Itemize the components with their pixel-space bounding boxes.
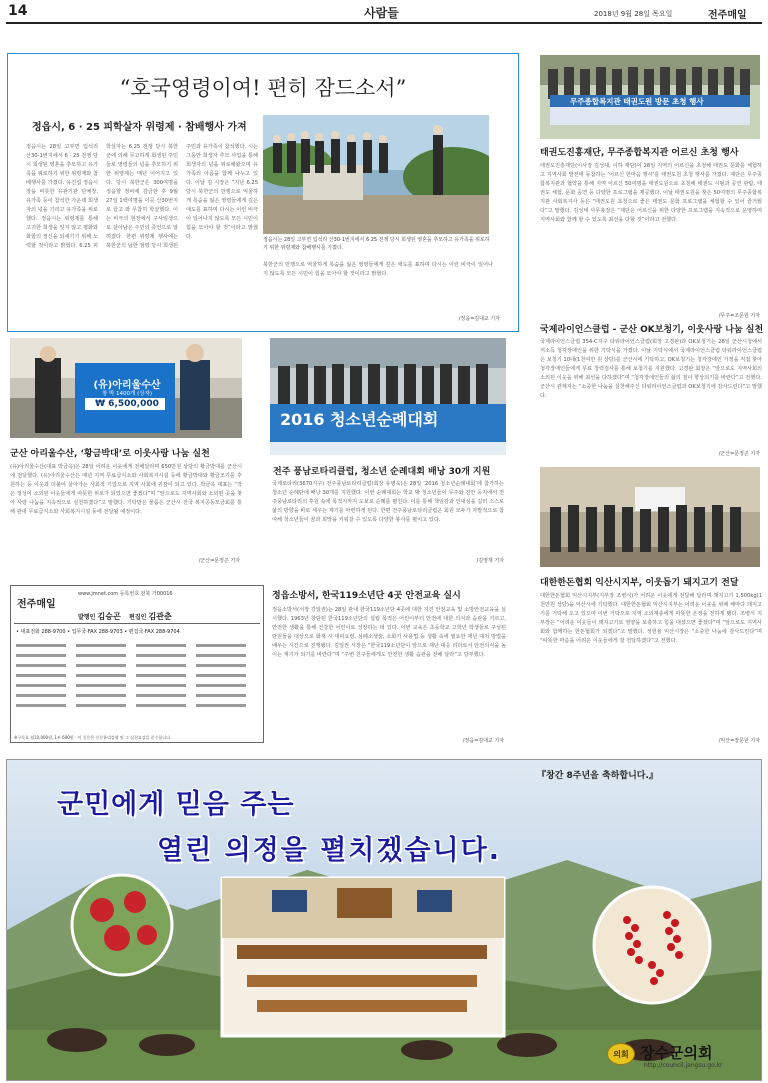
story5-photo	[270, 338, 506, 455]
paper-name: 전주매일	[708, 10, 747, 21]
story4-sign-brand: (유)아리울수산	[93, 380, 161, 391]
story2-banner: 무주종합복지관 태권도원 방문 초청 행사	[570, 97, 704, 106]
council-advertisement	[6, 759, 762, 1081]
story1-reporter: /정읍=김대교 기자	[458, 316, 500, 322]
story1-body: 정읍시는 28일 고부면 입석리 산30-1번지에서 6 · 25 전쟁 당시 희생된 영혼을 추모하고 유가족을 위로하기 위한 위령제와 참배행사를 가졌다. 유진섭 정읍시장을 비롯한 유관기관 단체장, 유가족 등이 참석한 가운데 희생자의 넋을 기리고 유가족을 위로했다. 정읍시는 위령제를 통해 고귀한 희생을 잊지 않고 평화와 화합의 정신을 되새기기 위해 노력할 것이라고 밝혔다. 6.25 피학살자는 6.25 전쟁 당시 북한군에 의해 무고하게 희생된 주민들로 영령들의 넋을 추모하기 위한 위령제는 매년 이어지고 있다. 당시 북한군은 300여명을 정읍향 정비에 감금한 후 9월 27일 1백여명을 이곳 산30번지로 끌고 와 무참히 학살했다. 이는 비극의 현장에서 구사일생으로 살아남은 주민의 증언으로 알려졌다. 한편 위령제 행사에는 북한군의 남한 점령 당시 희생된 주민과 유가족이 참석했다. 시는 그동안 희생자 추모 사업을 통해 희생자의 넋을 위로해왔으며 유가족의 아픔을 함께 나누고 있다. 이날 김 시장은 “지난 6.25 당시 북한군의 만행으로 억울하게 목숨을 잃은 영령들에게 깊은 애도를 표하며 다시는 이런 비극이 일어나지 않도록 모든 시민이 힘을 모아야 할 것”이라고 밝혔다.	[26, 144, 258, 249]
masthead-divider	[14, 623, 260, 624]
masthead-contacts: • 대표전화 288-9700 • 업무국·FAX 288-9703 • 편집국·FAX 288-9704	[16, 629, 180, 635]
story6-body: 정읍소방서(서장 강일권)는 28일 관내 한국119소년단 4곳에 대한 지진 안전교육 및 소방안전교육을 실시했다. 1963년 창단된 한국119소년단의 설립 목적은 어린이부터 안전에 대한 의식과 습관을 기르고, 안전한 생활을 통해 건강한 어린이로 성장하는 데 있다. 이번 교육은 초등학교 고학년 학생들로 구성된 단원들을 대상으로 화재 시 대피요령, 심폐소생술, 소화기 사용법 등 생활 속에 필요한 재난 대처 방법을 배우는 시간으로 진행됐다. 김일권 서장은 “한국119소년단이 앞으로 재난 대응 리더로서 안전의식을 높이는 계기가 되기를 바란다”며 “주변 친구들에게도 안전한 생활 습관을 전해 달라”고 당부했다.	[272, 607, 506, 658]
ad-slogan-line2: 열린 의정을 펼치겠습니다.	[157, 835, 501, 866]
masthead-logo: 전주매일	[17, 599, 56, 610]
story1-subtitle: 정읍시, 6 · 25 피학살자 위령제 · 참배행사 가져	[32, 122, 247, 133]
story7-headline: 대한한돈협회 익산시지부, 이웃돕기 돼지고기 전달	[540, 578, 739, 588]
story7-reporter: /익산=장문원 기자	[718, 738, 760, 744]
story6-reporter: /정읍=김대교 기자	[462, 738, 504, 744]
story4-sign-amount: ₩ 6,500,000	[95, 399, 159, 409]
story5-body: 국제로타리(3670지구) 전주풍남로타리클럽(회장 유병욱)은 28일 ‘2016 청소년순례대회’에 참가하는 청소년 순례단에 배낭 30개를 지원했다. 이번 순례대회는 학교 밖 청소년들이 무주와 진안 등지에서 전주풍남로타리의 후원 속에 목적지까지 도보로 순례를 펼친다. 이를 통해 책임감과 인내심을 길러 스스로 삶의 방향을 바로 세우는 계기를 마련하게 된다. 한편 전주풍남로타리클럽은 회원 모두가 자발적으로 참여해 청소년들이 꿈과 희망을 키워갈 수 있도록 다양한 봉사를 펼치고 있다.	[272, 481, 504, 523]
office-directory	[16, 642, 260, 728]
section-title: 사람들	[364, 6, 399, 20]
story2-reporter: /무주=조문원 기자	[718, 313, 760, 319]
story4-reporter: /군산=문정곤 기자	[198, 558, 240, 564]
story4-body: (유)아리울수산(대표 박금옥)은 28일 어려운 이웃에게 전해달라며 650만원 상당의 황금박대를 군산시에 전달했다. (유)아리울수산은 매년 지역 무료급식소와 사회복지시설 등에 황금박대와 황금조기를 후원하는 등 이웃과 더불어 살아가는 사회적 기업으로 지역 사회에 귀감이 되고 있다. 박금옥 대표는 “작은 정성이 소외된 이웃들에게 따뜻한 위로가 되었으면 좋겠다”며 “앞으로도 지역사회와 소외된 곳을 찾아 사랑 나눔을 지속적으로 실천하겠다”고 말했다. 기탁받은 물품은 군산시 전국 복지공동모금회를 통해 관내 무료급식소와 사회복지시설 등에 전달될 예정이다.	[10, 464, 242, 515]
publisher-label: 발행인	[78, 614, 96, 621]
story1-caption: 정읍시는 28일 고부면 입석리 산30-1번지에서 6·25 전쟁 당시 희생된 영혼을 추모하고 유가족을 위로하기 위한 위령제와 참배행사를 가졌다.	[263, 237, 490, 251]
story7-body: 대한한돈협회 익산시지부(지부장 조병식)가 어려운 이웃에게 전달해 달라며 돼지고기 1,500kg(1천만원 상당)을 익산시에 기탁했다. 대한한돈협회 익산시지부는 어려운 이웃을 위해 해마다 돼지고기를 기탁해 오고 있으며 이번 기탁으로 지역 소외계층에게 따뜻한 온정을 전하게 됐다. 조병식 지부장은 “어려운 이웃들이 돼지고기로 영양을 보충하고 힘을 내셨으면 좋겠다”며 “앞으로도 지역사회와 함께하는 한돈협회가 되겠다”고 말했다. 정헌율 익산시장은 “소중한 나눔에 감사드린다”며 “따뜻한 마음을 어려운 이웃들에게 잘 전달하겠다”고 전했다.	[540, 593, 762, 644]
story3-headline: 국제라이언스클럽 - 군산 OK보청기, 이웃사랑 나눔 실천	[540, 325, 764, 335]
story2-body: 태권도진흥재단(이사장 김성태, 이하 재단)이 28일 지역의 어르신을 초청해 태권도 문화를 체험하고 지역사회 발전에 동참하는 ‘어르신 한마음 행사’를 태권도원 초청 행사를 가졌다. 재단은 무주종합복지관과 협약을 통해 지역 어르신 50여명을 태권도원으로 초청해 태권도 시범과 공연 관람, 태권도 체험, 문화 공연 등 다양한 프로그램을 제공했다. 이날 태권도원을 찾은 50여명의 무주종합복지관 사회복지사 등은 “태권도원 초청으로 좋은 태권도 문화 프로그램을 체험할 수 있어 즐거웠다”고 말했다. 김성태 사무총장은 “재단은 어르신을 위한 다양한 프로그램을 지속적으로 운영하며 지역사회와 함께 할 수 있도록 최선을 다할 것”이라고 전했다.	[540, 163, 762, 223]
story5-reporter: /김영재 기자	[476, 558, 504, 564]
issue-date: 2018년 9월 28일 목요일	[594, 10, 673, 18]
publisher-name: 김승곤	[97, 612, 121, 621]
masthead-staff	[78, 611, 172, 622]
story5-banner: 2016 청소년순례대회	[280, 410, 439, 429]
masthead-footer: ※구독료 월10,000원, 1부 600원 · 이 신문은 신문윤리강령 및 그 실천요강을 준수합니다.	[14, 735, 172, 740]
story2-headline: 태권도진흥재단, 무주종합복지관 어르신 초청 행사	[540, 148, 739, 158]
ad-council-url: http://council.jangsu.go.kr	[644, 1062, 723, 1069]
story6-headline: 정읍소방서, 한국119소년단 4곳 안전교육 실시	[272, 591, 461, 601]
story5-headline: 전주 풍남로타리클럽, 청소년 순례대회 배낭 30개 지원	[273, 467, 491, 477]
story4-headline: 군산 아리울수산, ‘황금박대’로 이웃사랑 나눔 실천	[10, 449, 210, 459]
story1-title: “호국영령이여! 편히 잠드소서”	[119, 76, 407, 100]
story4-sign-item: 창 박 1400개 (상자)	[101, 391, 153, 397]
ad-slogan-line1: 군민에게 믿음 주는	[57, 789, 295, 820]
masthead-info: www.jmnet.com 등록번호 전북 가00016	[78, 591, 173, 597]
story3-body: 국제라이언스클럽 354-C지구 타워라이언스클럽(회장 고경완)과 OK보청기는 28일 군산시청에서 저소득 청각장애인을 위한 기탁식을 가졌다. 이날 기탁식에서 국제라이언스클럽 타워라이언스클럽은 보청기 10대(1천여만 원 상당)를 군산시에 기탁하고, OK보청기는 청각장애인 가정을 직접 찾아 청각장애인들에게 무료 청력검사를 통해 보청기를 지원했다. 고경완 회장은 “앞으로도 지역사회의 소외된 이웃을 위해 최선을 다하겠다”며 “청각장애인들의 삶의 질이 향상되기를 바란다”고 전했다. 군산시 관계자는 “소중한 나눔을 실천해주신 타워라이언스클럽과 OK보청기에 감사드린다”고 말했다.	[540, 339, 762, 399]
story1-photo	[263, 115, 489, 234]
page-number: 14	[8, 3, 28, 19]
ad-council-name: 장수군의회	[640, 1044, 713, 1062]
story7-photo	[540, 467, 760, 567]
ad-tagline: 『창간 8주년을 축하합니다.』	[537, 771, 658, 781]
story3-reporter: /군산=문정곤 기자	[718, 451, 760, 457]
header-rule	[6, 22, 762, 24]
story1-body-cont: 북한군의 만행으로 억울하게 목숨을 잃은 영령들에게 깊은 애도를 표하며 다시는 이런 비극이 일어나지 않도록 모든 시민이 힘을 모아야 할 것이라고 밝혔다.	[263, 262, 493, 277]
council-seal: 의회	[607, 1043, 635, 1065]
editor-label: 편집인	[129, 614, 147, 621]
editor-name: 김관춘	[148, 612, 172, 621]
